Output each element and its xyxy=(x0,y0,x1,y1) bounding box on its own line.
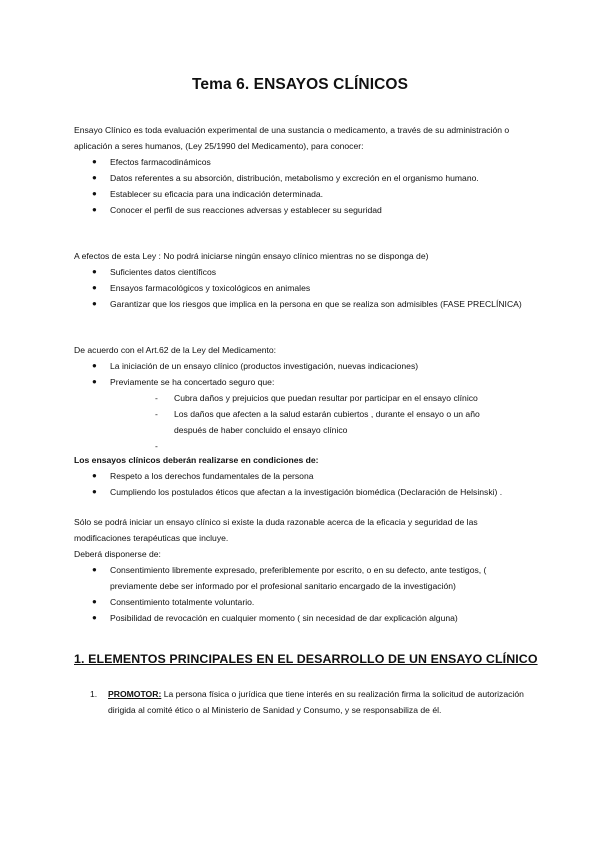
bullet-icon: ● xyxy=(92,377,97,386)
section-heading: 1. ELEMENTOS PRINCIPALES EN EL DESARROLLO DE UN ENSAYO CLÍNICO xyxy=(74,652,538,666)
list-item: - Cubra daños y prejuicios que puedan resultar por participar en el ensayo clínico xyxy=(174,390,514,406)
bullet-icon: ● xyxy=(92,487,97,496)
list-item: ● Previamente se ha concertado seguro que: xyxy=(110,374,530,390)
item-label: PROMOTOR: xyxy=(108,689,162,699)
list-item: ● Posibilidad de revocación en cualquier momento ( sin necesidad de dar explicación alguna) xyxy=(110,610,530,626)
item-number: 1. xyxy=(90,689,98,699)
list-item: ● Consentimiento totalmente voluntario. xyxy=(110,594,530,610)
bullet-icon: ● xyxy=(92,613,97,622)
bullet-icon: ● xyxy=(92,361,97,370)
list-item: ● Datos referentes a su absorción, distribución, metabolismo y excreción en el organismo humano. xyxy=(110,170,530,186)
bullet-list-requirements xyxy=(92,264,530,312)
list-item: ● Cumpliendo los postulados éticos que afectan a la investigación biomédica (Declaración de Helsinski) . xyxy=(110,484,530,500)
bullet-list-consent xyxy=(92,562,530,626)
bullet-list-article xyxy=(92,358,530,390)
article-paragraph: De acuerdo con el Art.62 de la Ley del Medicamento: xyxy=(74,345,277,355)
bullet-icon: ● xyxy=(92,157,97,166)
law-paragraph: A efectos de esta Ley : No podrá iniciarse ningún ensayo clínico mientras no se disponga de) xyxy=(74,251,429,261)
dash-icon: - xyxy=(155,409,158,419)
list-item: ● Establecer su eficacia para una indicación determinada. xyxy=(110,186,530,202)
intro-paragraph: Ensayo Clínico es toda evaluación experimental de una sustancia o medicamento, a través de su administración o aplicación a seres humanos, (Ley 25/1990 del Medicamento), para conocer: xyxy=(74,125,510,151)
dispose-paragraph: Deberá disponerse de: xyxy=(74,549,161,559)
item-text: La persona física o jurídica que tiene interés en su realización firma la solicitud de autorización dirigida al comité ético o al Ministerio de Sanidad y Consumo, y se responsabiliza de él. xyxy=(108,689,524,715)
list-item: - Los daños que afecten a la salud estarán cubiertos , durante el ensayo o un año después de haber concluido el ensayo clínico xyxy=(174,406,514,438)
bullet-list-effects xyxy=(92,154,530,218)
dash-list-insurance xyxy=(155,390,514,454)
bullet-icon: ● xyxy=(92,283,97,292)
list-item: ● Respeto a los derechos fundamentales de la persona xyxy=(110,468,530,484)
bullet-icon: ● xyxy=(92,597,97,606)
list-item: ● Suficientes datos científicos xyxy=(110,264,530,280)
bullet-icon: ● xyxy=(92,299,97,308)
list-item: ● Garantizar que los riesgos que implica en la persona en que se realiza son admisibles (FASE PRECLÍNICA) xyxy=(110,296,530,312)
list-item: ● Consentimiento libremente expresado, preferiblemente por escrito, o en su defecto, ante testigos, ( previamente debe ser informado por el profesional sanitario encargado de la investigación) xyxy=(110,562,530,594)
dash-icon: - xyxy=(155,393,158,403)
doubt-paragraph: Sólo se podrá iniciar un ensayo clínico si existe la duda razonable acerca de la eficacia y seguridad de las modificaciones terapéuticas que incluye. xyxy=(74,517,478,543)
bullet-icon: ● xyxy=(92,471,97,480)
bullet-list-conditions xyxy=(92,468,530,500)
bullet-icon: ● xyxy=(92,173,97,182)
conditions-heading: Los ensayos clínicos deberán realizarse en condiciones de: xyxy=(74,455,319,465)
list-item: ● La iniciación de un ensayo clínico (productos investigación, nuevas indicaciones) xyxy=(110,358,530,374)
bullet-icon: ● xyxy=(92,267,97,276)
bullet-icon: ● xyxy=(92,205,97,214)
page-title: Tema 6. ENSAYOS CLÍNICOS xyxy=(191,76,409,93)
list-item: ● Conocer el perfil de sus reacciones adversas y establecer su seguridad xyxy=(110,202,530,218)
dash-icon: - xyxy=(155,441,158,451)
bullet-icon: ● xyxy=(92,189,97,198)
list-item: ● Efectos farmacodinámicos xyxy=(110,154,530,170)
bullet-icon: ● xyxy=(92,565,97,574)
ordered-item-promotor xyxy=(90,686,528,718)
list-item: ● Ensayos farmacológicos y toxicológicos en animales xyxy=(110,280,530,296)
